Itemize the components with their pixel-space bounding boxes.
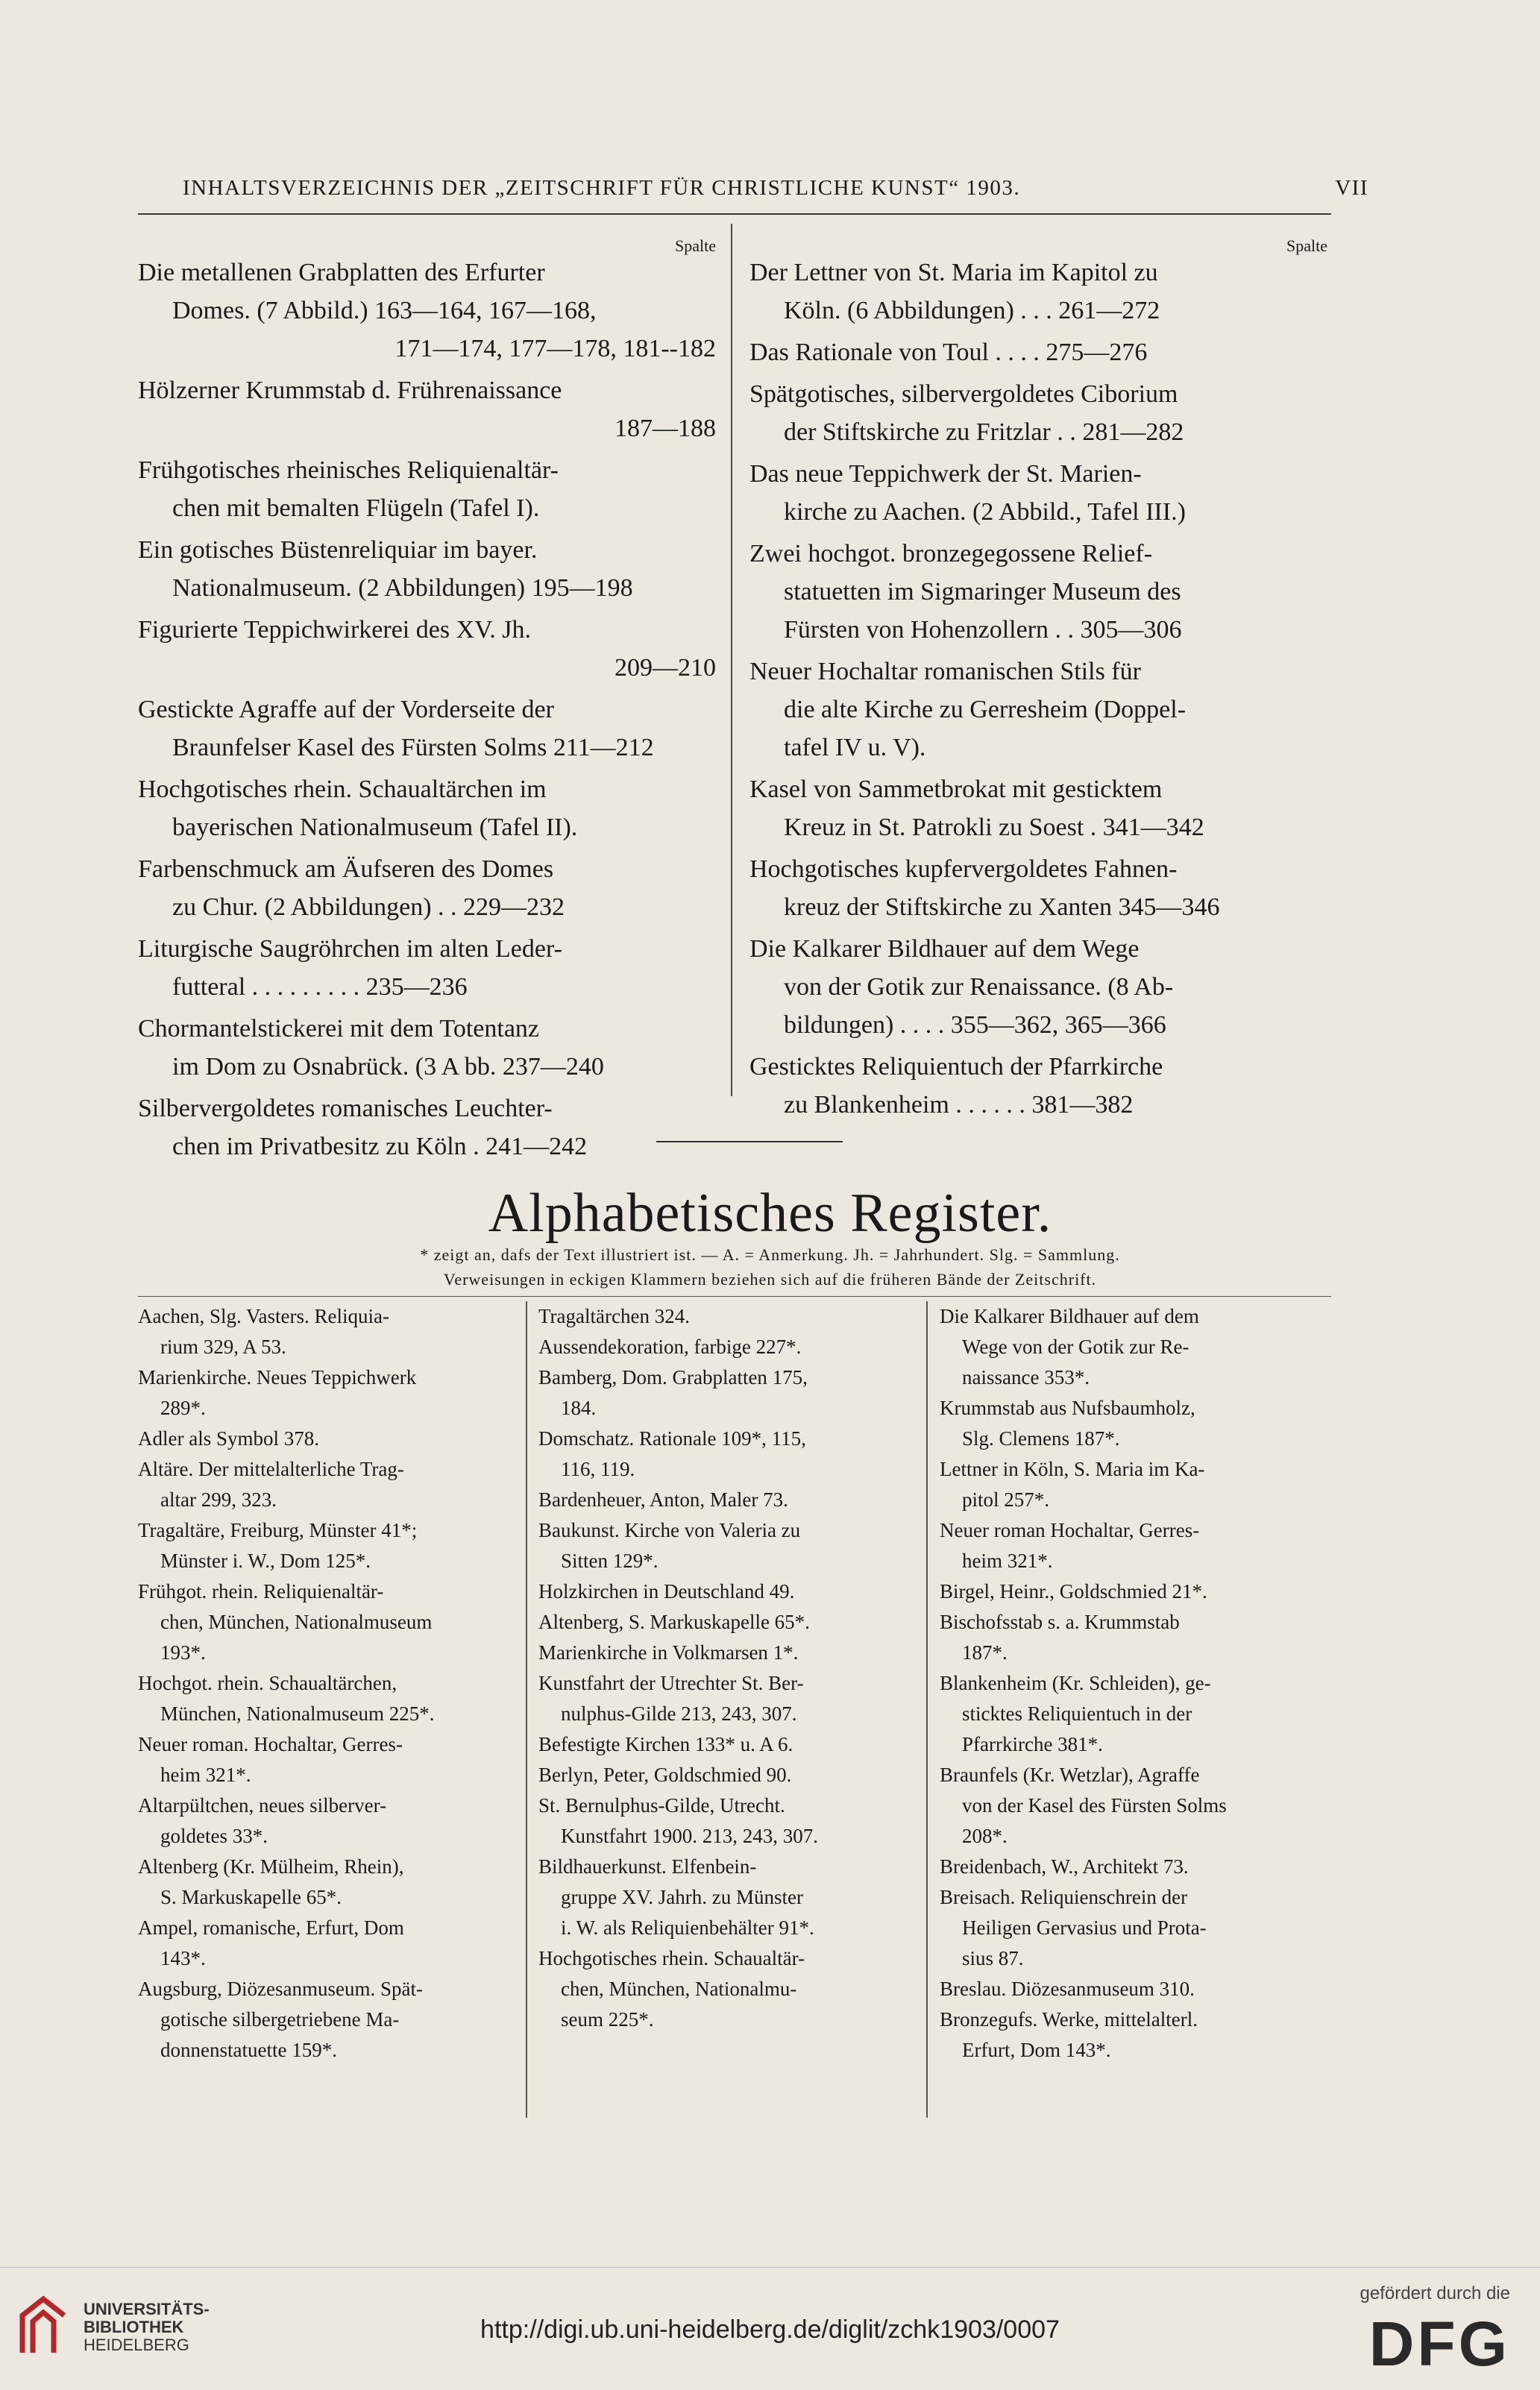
toc-entry-line: Die Kalkarer Bildhauer auf dem Wege <box>749 935 1140 963</box>
register-entry <box>538 1515 919 1576</box>
register-entry <box>940 1301 1327 1393</box>
toc-entry-line: 171—174, 177—178, 181--182 <box>395 335 716 362</box>
register-entry-line: gotische silbergetriebene Ma- <box>160 2008 400 2031</box>
sponsor-note: gefördert durch die <box>1360 2283 1510 2303</box>
register-entry-line: Kunstfahrt 1900. 213, 243, 307. <box>561 1825 818 1847</box>
register-entry-line: Holzkirchen in Deutschland 49. <box>538 1580 795 1603</box>
register-entry <box>940 1607 1327 1668</box>
register-column-1 <box>138 1301 518 2066</box>
register-entry-line: Altarpültchen, neues silberver- <box>138 1794 387 1817</box>
register-entry-line: heim 321*. <box>962 1550 1053 1572</box>
toc-entry-line: futteral . . . . . . . . . 235—236 <box>172 973 468 1001</box>
register-entry-line: Blankenheim (Kr. Schleiden), ge- <box>940 1672 1211 1694</box>
register-entry-line: Hochgotisches rhein. Schaualtär- <box>538 1947 805 1969</box>
toc-entry-line: Gestickte Agraffe auf der Vorderseite der <box>138 696 554 723</box>
toc-entry <box>138 770 716 846</box>
register-entry <box>940 1882 1327 1974</box>
toc-entry-line: Der Lettner von St. Maria im Kapitol zu <box>749 259 1158 286</box>
toc-entry <box>749 375 1327 451</box>
toc-entry <box>749 455 1327 531</box>
register-entry-line: Bischofsstab s. a. Krummstab <box>940 1611 1180 1633</box>
register-entry <box>538 1638 919 1668</box>
register-entry-line: Die Kalkarer Bildhauer auf dem <box>940 1305 1199 1327</box>
toc-entry-line: bildungen) . . . . 355—362, 365—366 <box>784 1011 1166 1039</box>
register-entry-line: heim 321*. <box>160 1764 251 1786</box>
register-entry <box>538 1424 919 1485</box>
register-entry-line: Tragaltärchen 324. <box>538 1305 690 1327</box>
register-entry-line: rium 329, A 53. <box>160 1336 286 1358</box>
register-entry-line: Altäre. Der mittelalterliche Trag- <box>138 1458 404 1480</box>
toc-entry-line: Neuer Hochaltar romanischen Stils für <box>749 658 1141 685</box>
register-entry-line: Heiligen Gervasius und Prota- <box>962 1916 1207 1939</box>
register-entry <box>138 1362 518 1424</box>
register-entry-line: Marienkirche in Volkmarsen 1*. <box>538 1641 799 1664</box>
toc-entry <box>749 770 1327 846</box>
dfg-logo: DFG <box>1368 2309 1510 2379</box>
register-entry <box>940 2004 1327 2066</box>
register-entry-line: Breidenbach, W., Architekt 73. <box>940 1855 1189 1878</box>
toc-right-column <box>749 236 1327 1128</box>
toc-entry-line: statuetten im Sigmaringer Museum des <box>784 578 1181 606</box>
register-entry <box>940 1576 1327 1607</box>
register-entry-line: Neuer roman Hochaltar, Gerres- <box>940 1519 1200 1541</box>
register-entry-line: Breslau. Diözesanmuseum 310. <box>940 1978 1195 2000</box>
toc-entry-line: Die metallenen Grabplatten des Erfurter <box>138 259 545 286</box>
register-entry-line: Slg. Clemens 187*. <box>962 1427 1120 1450</box>
toc-entry-line: 209—210 <box>615 654 716 682</box>
register-entry-line: 289*. <box>160 1397 206 1419</box>
register-entry-line: Bamberg, Dom. Grabplatten 175, <box>538 1366 808 1389</box>
toc-left-column <box>138 236 716 1169</box>
register-entry-line: Marienkirche. Neues Teppichwerk <box>138 1366 417 1389</box>
register-note-legend: * zeigt an, dafs der Text illustriert ist. — A. = Anmerkung. Jh. = Jahrhundert. Slg. = Sammlung. <box>420 1245 1120 1264</box>
register-entry <box>138 1424 518 1454</box>
register-divider-1 <box>526 1301 527 2118</box>
register-entry-line: chen, München, Nationalmu- <box>561 1978 797 2000</box>
register-entry-line: Hochgot. rhein. Schaualtärchen, <box>138 1672 397 1694</box>
column-label: Spalte <box>1286 236 1327 255</box>
toc-entry-line: Köln. (6 Abbildungen) . . . 261—272 <box>784 297 1160 324</box>
toc-entry-line: Braunfelser Kasel des Fürsten Solms 211—212 <box>172 734 654 761</box>
toc-entry <box>138 930 716 1006</box>
toc-entry-line: tafel IV u. V). <box>784 734 926 761</box>
register-entry-line: von der Kasel des Fürsten Solms <box>962 1794 1227 1817</box>
register-entry-line: Baukunst. Kirche von Valeria zu <box>538 1519 801 1541</box>
register-entry <box>538 1790 919 1852</box>
register-column-2 <box>538 1301 919 2035</box>
toc-entry <box>749 333 1327 371</box>
register-entry-line: seum 225*. <box>561 2008 654 2031</box>
register-entry <box>538 1576 919 1607</box>
register-entry-line: 187*. <box>962 1641 1008 1664</box>
register-entry-line: Neuer roman. Hochaltar, Gerres- <box>138 1733 403 1755</box>
register-entry-line: S. Markuskapelle 65*. <box>160 1886 342 1908</box>
toc-entry-line: chen im Privatbesitz zu Köln . 241—242 <box>172 1133 588 1160</box>
page-number: VII <box>1335 176 1368 200</box>
toc-entry-line: Figurierte Teppichwirkerei des XV. Jh. <box>138 616 532 644</box>
register-entry <box>940 1974 1327 2004</box>
toc-entry-line: Liturgische Saugröhrchen im alten Leder- <box>138 935 562 963</box>
register-entry <box>538 1668 919 1729</box>
toc-entry-line: Spätgotisches, silbervergoldetes Ciborium <box>749 380 1178 408</box>
toc-entry-line: Das Rationale von Toul . . . . 275—276 <box>749 339 1148 366</box>
library-line: BIBLIOTHEK <box>84 2318 184 2336</box>
toc-entry <box>138 531 716 607</box>
toc-entry-line: der Stiftskirche zu Fritzlar . . 281—282 <box>784 418 1184 446</box>
section-rule <box>656 1141 843 1142</box>
header-rule <box>138 213 1331 215</box>
register-entry-line: altar 299, 323. <box>160 1488 277 1511</box>
register-entry <box>940 1515 1327 1576</box>
register-entry-line: goldetes 33*. <box>160 1825 268 1847</box>
register-entry <box>138 1729 518 1790</box>
toc-entry-line: Kasel von Sammetbrokat mit gesticktem <box>749 776 1163 803</box>
toc-entry-line: Chormantelstickerei mit dem Totentanz <box>138 1015 540 1043</box>
register-entry-line: 116, 119. <box>561 1458 635 1480</box>
register-entry-line: Altenberg, S. Markuskapelle 65*. <box>538 1611 810 1633</box>
register-entry <box>940 1668 1327 1760</box>
register-entry-line: Frühgot. rhein. Reliquienaltär- <box>138 1580 384 1603</box>
register-entry <box>538 1729 919 1760</box>
register-entry-line: Berlyn, Peter, Goldschmied 90. <box>538 1764 792 1786</box>
register-entry <box>940 1454 1327 1515</box>
toc-entry-line: kirche zu Aachen. (2 Abbild., Tafel III.) <box>784 498 1186 526</box>
toc-entry-line: Frühgotisches rheinisches Reliquienaltär- <box>138 456 559 484</box>
register-rule <box>138 1296 1331 1297</box>
toc-entry-line: kreuz der Stiftskirche zu Xanten 345—346 <box>784 893 1220 921</box>
register-entry-line: Aussendekoration, farbige 227*. <box>538 1336 802 1358</box>
register-entry-line: pitol 257*. <box>962 1488 1050 1511</box>
toc-entry <box>138 254 716 368</box>
toc-entry <box>138 1089 716 1166</box>
register-entry <box>940 1852 1327 1882</box>
register-entry-line: Krummstab aus Nufsbaumholz, <box>940 1397 1195 1419</box>
register-entry <box>138 1852 518 1913</box>
register-entry <box>940 1393 1327 1454</box>
register-entry <box>538 1607 919 1638</box>
register-title: Alphabetisches Register. <box>488 1183 1052 1244</box>
register-entry-line: Bildhauerkunst. Elfenbein- <box>538 1855 757 1878</box>
register-entry-line: Sitten 129*. <box>561 1550 659 1572</box>
register-entry-line: Münster i. W., Dom 125*. <box>160 1550 371 1572</box>
register-entry <box>538 1760 919 1790</box>
register-entry-line: Pfarrkirche 381*. <box>962 1733 1103 1755</box>
register-entry-line: nulphus-Gilde 213, 243, 307. <box>561 1702 797 1725</box>
register-entry <box>538 1332 919 1362</box>
register-entry-line: Kunstfahrt der Utrechter St. Ber- <box>538 1672 804 1694</box>
register-entry-line: Befestigte Kirchen 133* u. A 6. <box>538 1733 793 1755</box>
toc-entry <box>138 1010 716 1086</box>
register-entry <box>138 1913 518 1974</box>
register-entry-line: Lettner in Köln, S. Maria im Ka- <box>940 1458 1205 1480</box>
toc-entry <box>749 1048 1327 1124</box>
register-entry <box>138 1515 518 1576</box>
toc-entry <box>138 611 716 687</box>
toc-entry-line: von der Gotik zur Renaissance. (8 Ab- <box>784 973 1174 1001</box>
register-entry <box>538 1852 919 1943</box>
toc-entry-line: Nationalmuseum. (2 Abbildungen) 195—198 <box>172 574 633 602</box>
register-column-3 <box>940 1301 1327 2066</box>
register-entry-line: Aachen, Slg. Vasters. Reliquia- <box>138 1305 389 1327</box>
toc-entry <box>749 930 1327 1044</box>
toc-entry-line: 187—188 <box>615 415 716 442</box>
register-entry-line: Erfurt, Dom 143*. <box>962 2039 1111 2061</box>
toc-entry-line: Das neue Teppichwerk der St. Marien- <box>749 460 1142 488</box>
register-entry-line: München, Nationalmuseum 225*. <box>160 1702 435 1725</box>
register-entry-line: Birgel, Heinr., Goldschmied 21*. <box>940 1580 1207 1603</box>
toc-entry <box>138 371 716 447</box>
register-entry-line: Domschatz. Rationale 109*, 115, <box>538 1427 806 1450</box>
register-entry-line: Bardenheuer, Anton, Maler 73. <box>538 1488 788 1511</box>
register-entry-line: gruppe XV. Jahrh. zu Münster <box>561 1886 803 1908</box>
register-entry <box>538 1301 919 1332</box>
toc-entry <box>138 451 716 527</box>
register-entry-line: 143*. <box>160 1947 206 1969</box>
register-entry-line: 193*. <box>160 1641 206 1664</box>
register-entry <box>138 1790 518 1852</box>
toc-column-divider <box>731 224 732 1096</box>
toc-entry-line: Silbervergoldetes romanisches Leuchter- <box>138 1095 553 1122</box>
toc-entry-line: bayerischen Nationalmuseum (Tafel II). <box>172 814 578 841</box>
footer-rule <box>0 2267 1540 2268</box>
toc-entry-line: die alte Kirche zu Gerresheim (Doppel- <box>784 696 1187 723</box>
toc-entry-line: Hölzerner Krummstab d. Frührenaissance <box>138 377 562 404</box>
running-head-title: INHALTSVERZEICHNIS DER „ZEITSCHRIFT FÜR CHRISTLICHE KUNST“ 1903. <box>183 176 1021 200</box>
register-entry-line: Altenberg (Kr. Mülheim, Rhein), <box>138 1855 404 1878</box>
source-url-link[interactable]: http://digi.ub.uni-heidelberg.de/diglit/zchk1903/0007 <box>480 2315 1060 2344</box>
toc-entry-line: Kreuz in St. Patrokli zu Soest . 341—342 <box>784 814 1204 841</box>
register-entry <box>138 1576 518 1668</box>
toc-entry <box>138 850 716 926</box>
toc-entry-line: Fürsten von Hohenzollern . . 305—306 <box>784 616 1182 644</box>
toc-entry <box>749 535 1327 649</box>
toc-entry-line: Ein gotisches Büstenreliquiar im bayer. <box>138 536 538 564</box>
register-entry-line: Ampel, romanische, Erfurt, Dom <box>138 1916 404 1939</box>
register-entry-line: 184. <box>561 1397 597 1419</box>
toc-entry-line: Zwei hochgot. bronzegegossene Relief- <box>749 540 1153 567</box>
register-entry <box>138 1301 518 1362</box>
toc-entry <box>749 850 1327 926</box>
register-entry-line: sticktes Reliquientuch in der <box>962 1702 1192 1725</box>
toc-entry-line: Gesticktes Reliquientuch der Pfarrkirche <box>749 1053 1163 1081</box>
toc-entry-line: Hochgotisches rhein. Schaualtärchen im <box>138 776 547 803</box>
register-entry-line: Braunfels (Kr. Wetzlar), Agraffe <box>940 1764 1200 1786</box>
toc-entry-line: im Dom zu Osnabrück. (3 A bb. 237—240 <box>172 1053 604 1081</box>
toc-entry-line: Domes. (7 Abbild.) 163—164, 167—168, <box>172 297 597 324</box>
toc-entry <box>749 652 1327 767</box>
toc-entry-line: chen mit bemalten Flügeln (Tafel I). <box>172 494 540 522</box>
register-entry-line: Bronzegufs. Werke, mittelalterl. <box>940 2008 1198 2031</box>
library-line: UNIVERSITÄTS- <box>84 2300 210 2318</box>
register-entry-line: 208*. <box>962 1825 1008 1847</box>
column-label: Spalte <box>675 236 716 255</box>
register-entry <box>538 1943 919 2035</box>
register-entry-line: i. W. als Reliquienbehälter 91*. <box>561 1916 814 1939</box>
toc-entry-line: zu Chur. (2 Abbildungen) . . 229—232 <box>172 893 565 921</box>
register-entry-line: donnenstatuette 159*. <box>160 2039 337 2061</box>
toc-entry-line: Farbenschmuck am Äufseren des Domes <box>138 855 554 883</box>
register-entry-line: St. Bernulphus-Gilde, Utrecht. <box>538 1794 785 1817</box>
toc-entry <box>138 691 716 767</box>
toc-entry-line: zu Blankenheim . . . . . . 381—382 <box>784 1091 1134 1119</box>
register-entry <box>940 1760 1327 1852</box>
toc-entry <box>749 254 1327 330</box>
register-entry <box>538 1362 919 1424</box>
register-entry-line: chen, München, Nationalmuseum <box>160 1611 433 1633</box>
register-divider-2 <box>926 1301 928 2118</box>
register-entry <box>138 1974 518 2066</box>
register-entry-line: sius 87. <box>962 1947 1024 1969</box>
library-line: HEIDELBERG <box>84 2336 189 2354</box>
register-entry-line: Breisach. Reliquienschrein der <box>940 1886 1188 1908</box>
register-entry <box>138 1668 518 1729</box>
toc-entry-line: Hochgotisches kupfervergoldetes Fahnen- <box>749 855 1178 883</box>
register-note-references: Verweisungen in eckigen Klammern beziehen sich auf die früheren Bände der Zeitschrift. <box>443 1270 1097 1289</box>
register-entry-line: naissance 353*. <box>962 1366 1090 1389</box>
register-entry-line: Wege von der Gotik zur Re- <box>962 1336 1189 1358</box>
register-entry-line: Adler als Symbol 378. <box>138 1427 319 1450</box>
register-entry-line: Augsburg, Diözesanmuseum. Spät- <box>138 1978 423 2000</box>
register-entry-line: Tragaltäre, Freiburg, Münster 41*; <box>138 1519 418 1541</box>
register-entry <box>138 1454 518 1515</box>
register-entry <box>538 1485 919 1515</box>
